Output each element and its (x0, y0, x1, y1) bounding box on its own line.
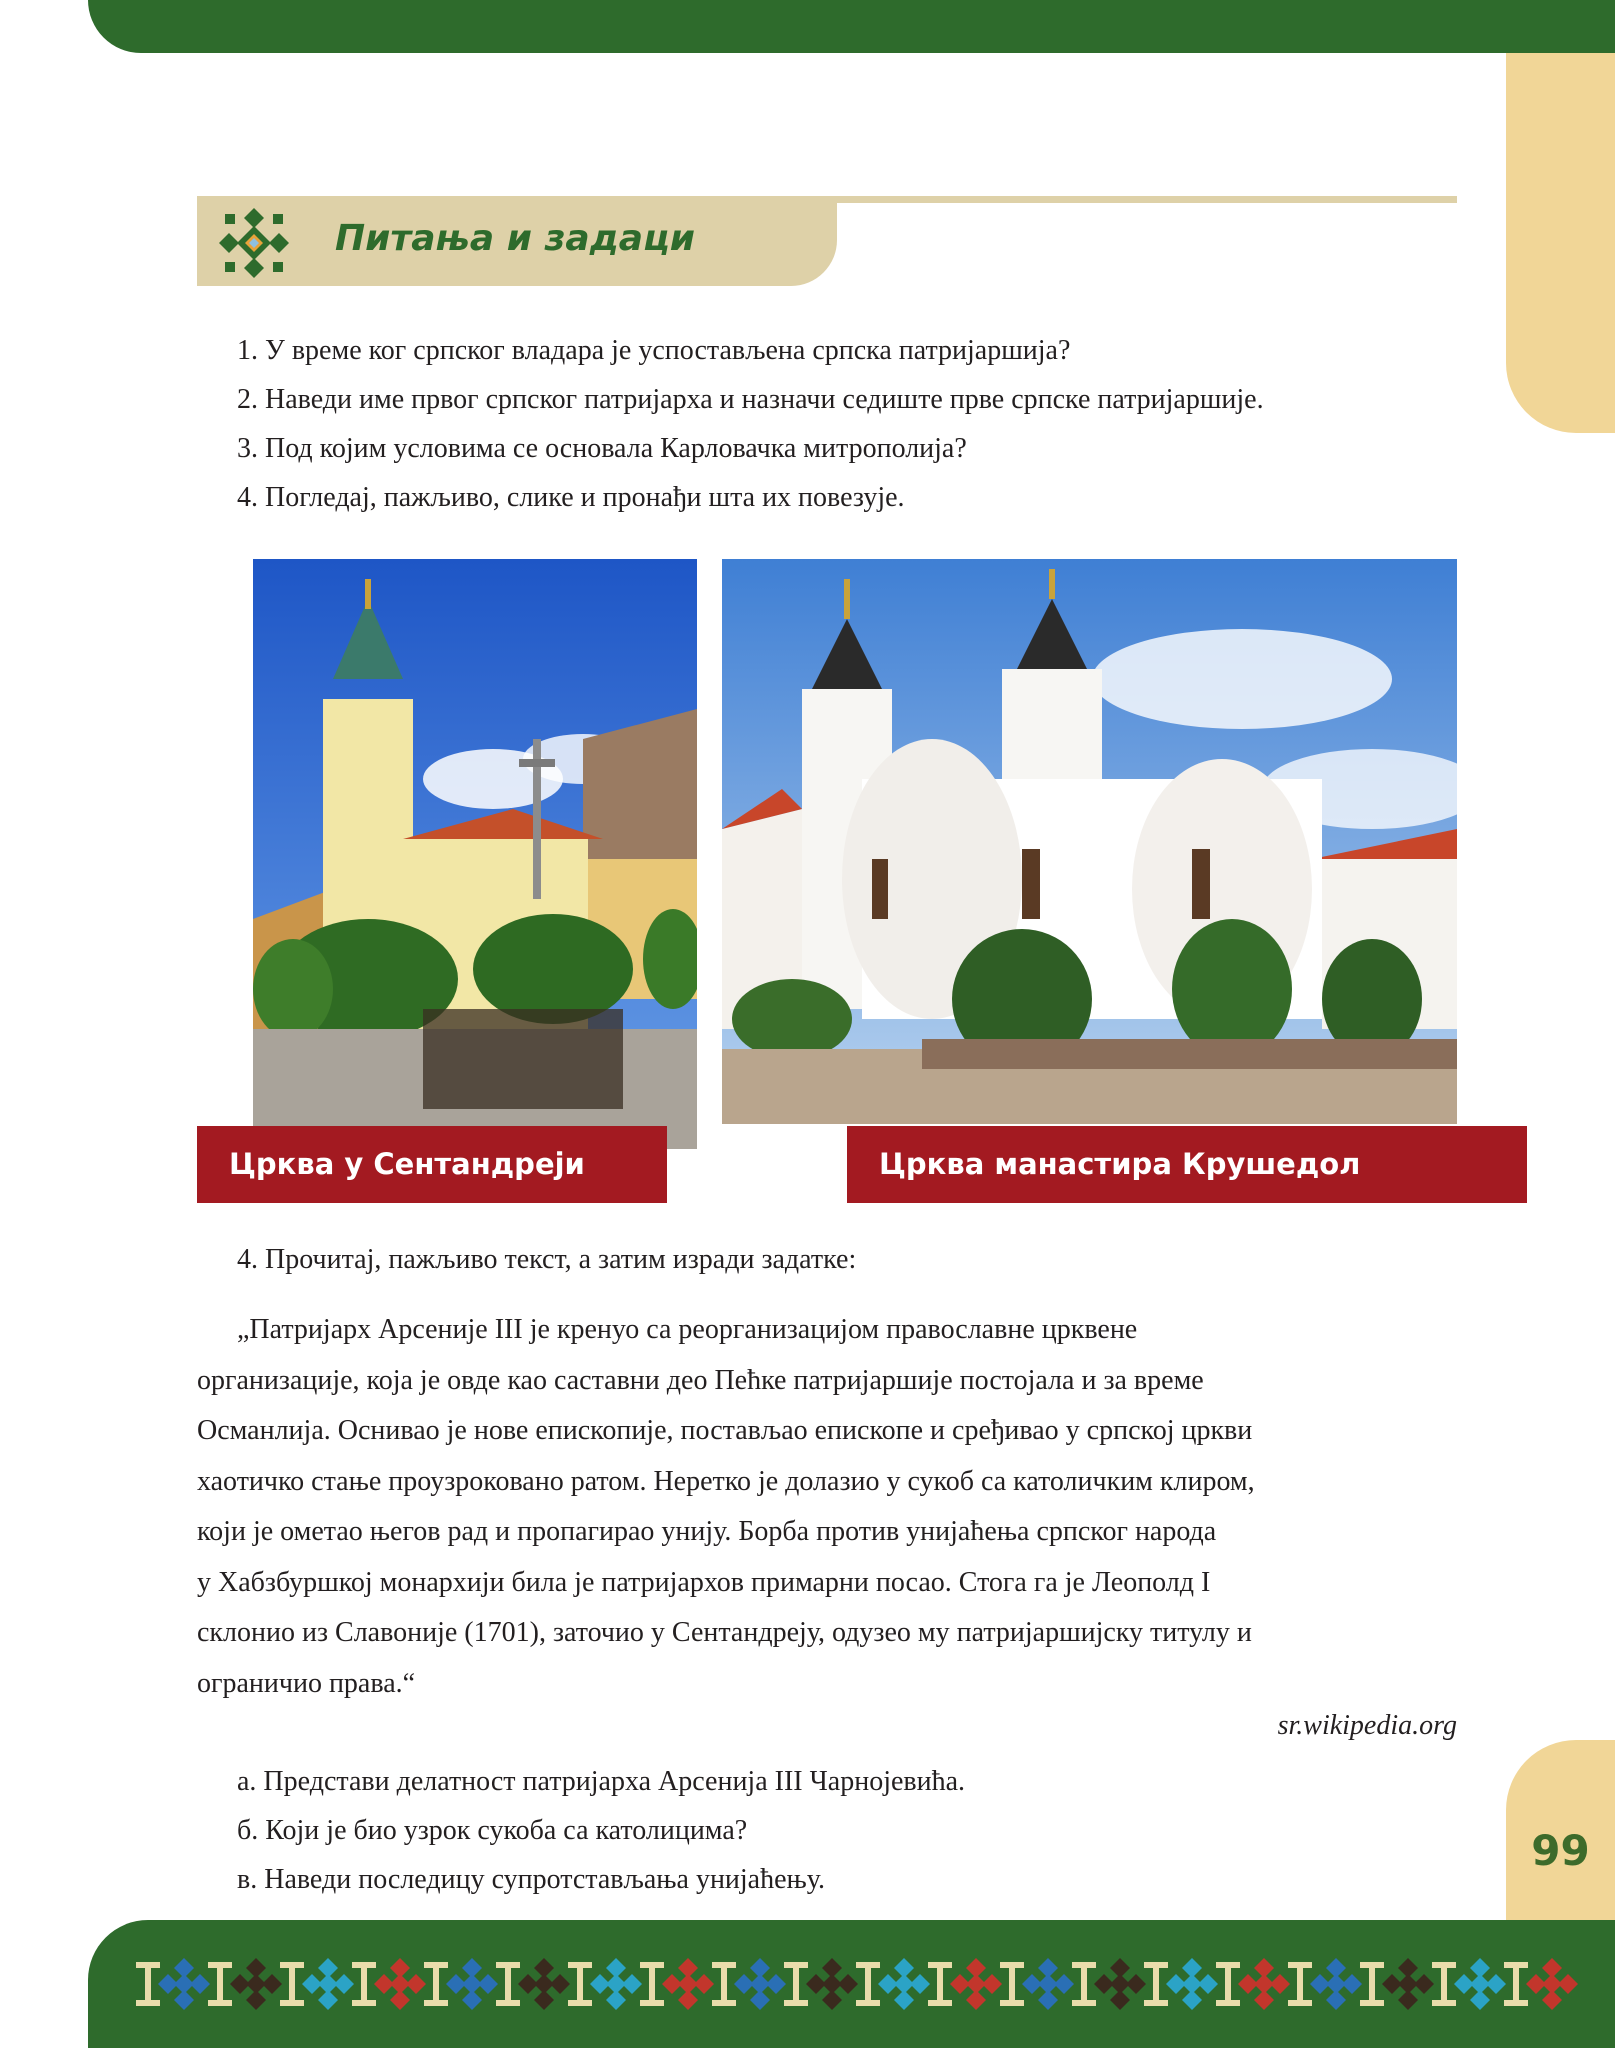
quote-line: ограничио права.“ (197, 1667, 416, 1699)
quote-line: у Хабзбуршкој монархији била је патријархов примарни посао. Стога га је Леополд I (197, 1566, 1211, 1598)
task-intro: 4. Прочитај, пажљиво текст, а затим изради задатке: (237, 1244, 857, 1275)
folk-pattern-icon (88, 1920, 1615, 2048)
quote-line: „Патријарх Арсеније III је кренуо са реорганизацијом православне црквене (237, 1314, 1138, 1345)
quote-source: sr.wikipedia.org (1277, 1710, 1457, 1741)
photo-szentendre-church (253, 559, 697, 1149)
quote-line: хаотичко стање проузроковано ратом. Неретко је долазио у сукоб са католичким клиром, (197, 1465, 1255, 1497)
quote-line: склонио из Славоније (1701), заточио у Сентандреју, одузео му патријаршијску титулу и (197, 1617, 1252, 1648)
list-item: б. Који је био узрок сукоба са католицима? (237, 1815, 748, 1846)
green-cross-ornament-icon (215, 204, 293, 282)
quote-line: организације, која је овде као саставни део Пећке патријаршије постојала и за време (197, 1364, 1204, 1396)
side-tab-top (1506, 53, 1615, 433)
list-item: 2. Наведи име првог српског патријарха и назначи седиште прве српске патријаршије. (237, 384, 1264, 415)
bottom-ornament-band (88, 1920, 1615, 2048)
list-item: 1. У време ког српског владара је успостављена српска патријаршија? (237, 335, 1071, 366)
subtasks-list (237, 1757, 965, 1904)
quote-line: који је ометао његов рад и пропагирао унију. Борба против унијаћења српског народа (197, 1516, 1217, 1547)
caption-krusedol: Црква манастира Крушедол (847, 1126, 1527, 1203)
header-rule (830, 196, 1457, 203)
list-item: а. Представи делатност патријарха Арсенија III Чарнојевића. (237, 1766, 966, 1797)
list-item: 3. Под којим условима се основала Карловачка митрополија? (237, 433, 967, 464)
quote-line: Османлија. Оснивао је нове епископије, постављао епископе и сређивао у српској цркви (197, 1415, 1253, 1446)
quote-text (197, 1305, 1459, 1709)
list-item: в. Наведи последицу супротстављања унијаћењу. (237, 1864, 825, 1895)
list-item: 4. Погледај, пажљиво, слике и пронађи шта их повезује. (237, 482, 905, 513)
questions-list (237, 326, 1264, 522)
top-bar (88, 0, 1615, 53)
page-number: 99 (1531, 1826, 1590, 1875)
caption-szentendre: Црква у Сентандреји (197, 1126, 667, 1203)
photo-krusedol-church (722, 559, 1457, 1124)
section-header (197, 196, 837, 286)
section-title: Питања и задаци (335, 218, 695, 259)
